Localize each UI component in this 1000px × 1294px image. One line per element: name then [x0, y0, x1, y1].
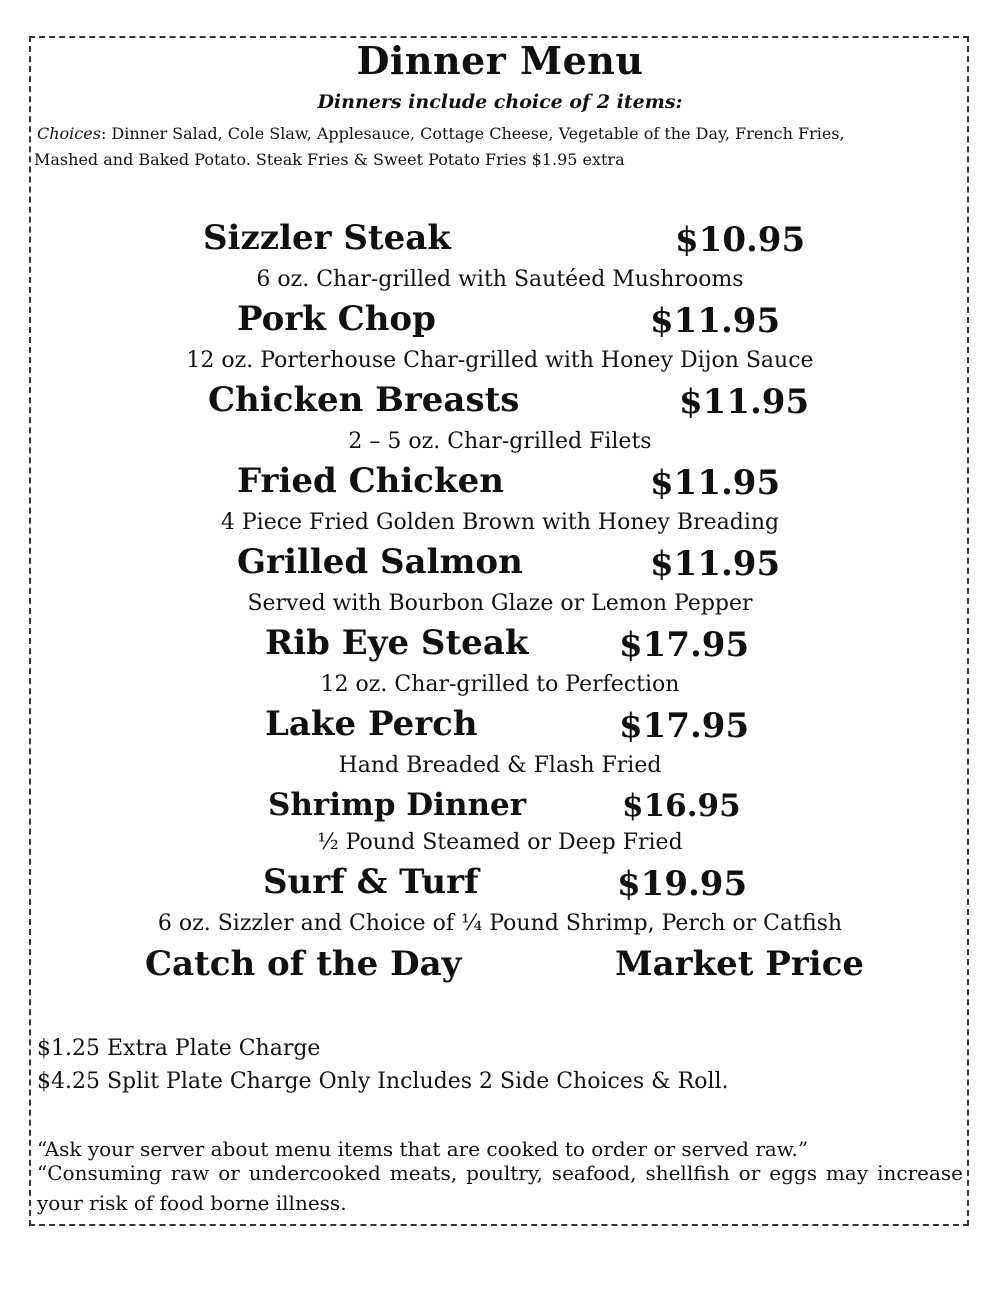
item-name-surf-and-turf: Surf & Turf: [263, 862, 479, 902]
item-name-fried-chicken: Fried Chicken: [237, 461, 504, 501]
choices-label: Choices: [37, 124, 101, 143]
item-price-grilled-salmon: $11.95: [650, 544, 781, 584]
item-name-chicken-breasts: Chicken Breasts: [208, 380, 520, 420]
item-name-grilled-salmon: Grilled Salmon: [237, 542, 523, 582]
item-price-pork-chop: $11.95: [650, 301, 781, 341]
disclaimer-raw-food: “Consuming raw or undercooked meats, poultry, seafood, shellfish or eggs may increase your risk of food borne illness.: [37, 1161, 963, 1215]
item-desc-chicken-breasts: 2 – 5 oz. Char-grilled Filets: [348, 429, 652, 454]
item-price-shrimp-dinner: $16.95: [622, 788, 741, 824]
menu-title: Dinner Menu: [356, 38, 644, 83]
item-desc-grilled-salmon: Served with Bourbon Glaze or Lemon Pepper: [247, 591, 753, 616]
item-desc-shrimp-dinner: ½ Pound Steamed or Deep Fried: [317, 830, 683, 855]
item-name-pork-chop: Pork Chop: [237, 299, 436, 339]
item-price-fried-chicken: $11.95: [650, 463, 781, 503]
choices-text: : Dinner Salad, Cole Slaw, Applesauce, Cottage Cheese, Vegetable of the Day, French Fries,: [100, 124, 845, 143]
item-name-lake-perch: Lake Perch: [265, 704, 478, 744]
item-price-rib-eye-steak: $17.95: [619, 625, 750, 665]
item-desc-rib-eye-steak: 12 oz. Char-grilled to Perfection: [320, 672, 680, 697]
item-desc-lake-perch: Hand Breaded & Flash Fried: [338, 753, 662, 778]
side-choices: [34, 121, 937, 173]
item-price-sizzler-steak: $10.95: [675, 220, 806, 260]
item-name-catch-of-the-day: Catch of the Day: [145, 944, 462, 984]
item-desc-fried-chicken: 4 Piece Fried Golden Brown with Honey Breading: [220, 510, 780, 535]
item-name-rib-eye-steak: Rib Eye Steak: [265, 623, 529, 663]
extra-plate-charge: $1.25 Extra Plate Charge: [37, 1036, 321, 1061]
item-name-sizzler-steak: Sizzler Steak: [203, 218, 451, 258]
disclaimer-ask-server: “Ask your server about menu items that are cooked to order or served raw.”: [37, 1137, 809, 1161]
item-price-surf-and-turf: $19.95: [617, 864, 748, 904]
item-name-shrimp-dinner: Shrimp Dinner: [268, 787, 527, 823]
choices-text-2: Mashed and Baked Potato. Steak Fries & Sweet Potato Fries $1.95 extra: [34, 150, 625, 169]
split-plate-charge: $4.25 Split Plate Charge Only Includes 2 Side Choices & Roll.: [37, 1069, 729, 1094]
menu-subtitle: Dinners include choice of 2 items:: [317, 91, 683, 113]
item-price-chicken-breasts: $11.95: [679, 382, 810, 422]
item-desc-surf-and-turf: 6 oz. Sizzler and Choice of ¼ Pound Shrimp, Perch or Catfish: [157, 911, 843, 936]
item-price-lake-perch: $17.95: [619, 706, 750, 746]
item-desc-sizzler-steak: 6 oz. Char-grilled with Sautéed Mushrooms: [256, 267, 744, 292]
item-price-catch-of-the-day: Market Price: [615, 944, 865, 984]
item-desc-pork-chop: 12 oz. Porterhouse Char-grilled with Honey Dijon Sauce: [186, 348, 814, 373]
